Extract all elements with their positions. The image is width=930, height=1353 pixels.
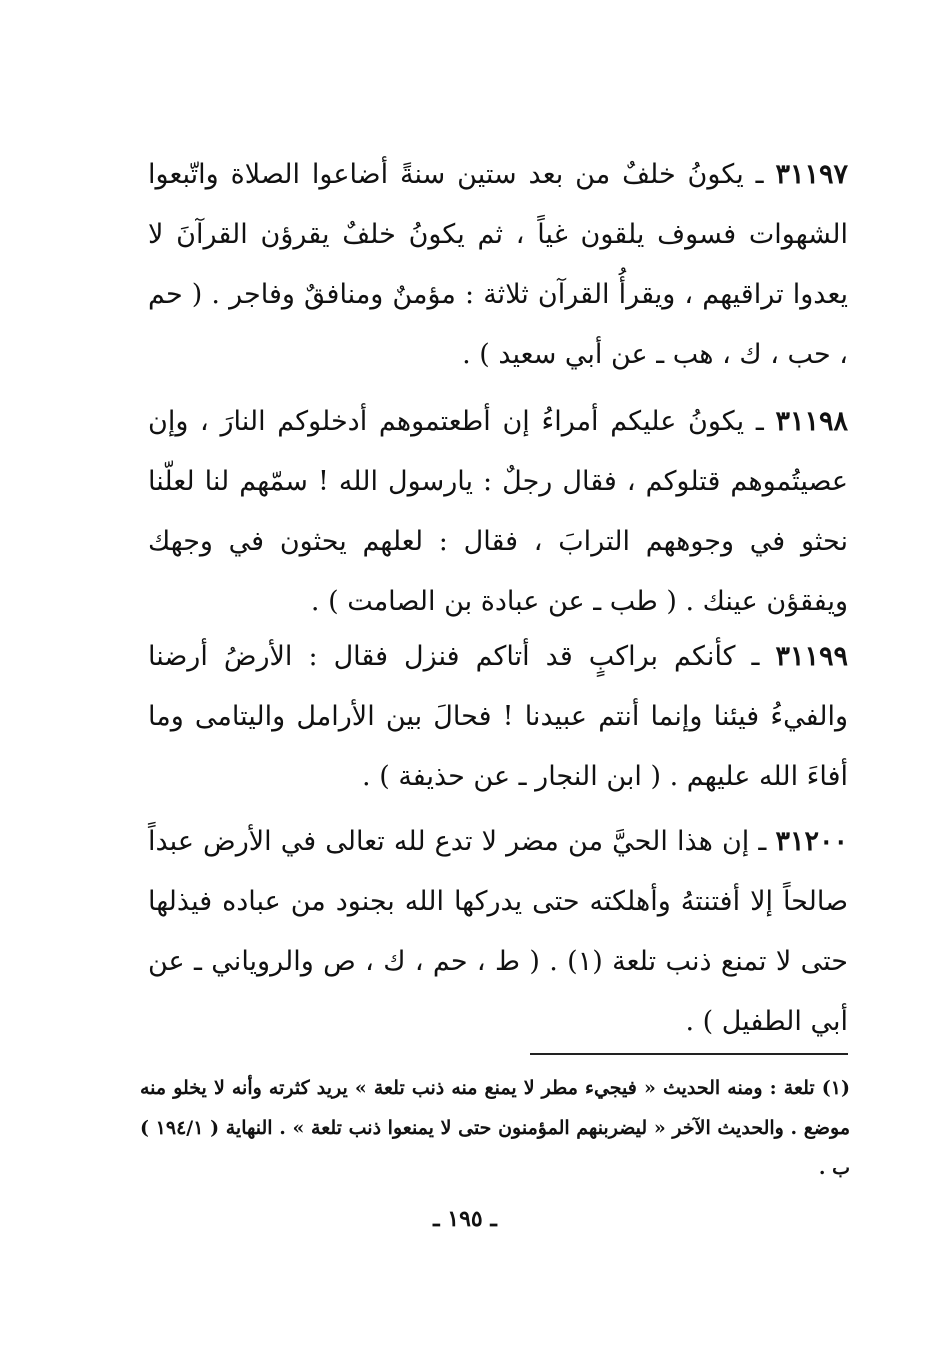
page-number: ـ ١٩٥ ـ [433,1206,497,1232]
hadith-entry-31199 [148,627,848,807]
hadith-text: ـ كأنكم براكبٍ قد أتاكم فنزل فقال : الأرضُ أرضنا والفيءُ فيئنا وإنما أنتم عبيدنا ! فحالَ بين الأرامل واليتامى وما أفاءَ الله عليهم . ( ابن النجار ـ عن حذيفة ) . [148,641,848,792]
hadith-number: ٣١١٩٧ [775,159,848,190]
hadith-entry-31200 [148,812,848,1052]
hadith-text: ـ يكونُ خلفٌ من بعد ستين سنةً أضاعوا الصلاة واتّبعوا الشهوات فسوف يلقون غياً ، ثم يكونُ خلفٌ يقرؤن القرآنَ لا يعدوا تراقيهم ، ويقرأُ القرآن ثلاثة : مؤمنٌ ومنافقٌ وفاجر . ( حم ، حب ، ك ، هب ـ عن أبي سعيد ) . [148,159,848,370]
hadith-entry-31198 [148,392,848,632]
hadith-text: ـ يكونُ عليكم أمراءُ إن أطعتموهم أدخلوكم النارَ ، وإن عصيتُموهم قتلوكم ، فقال رجلٌ : يارسول الله ! سمّهم لنا لعلّنا نحثو في وجوههم الترابَ ، فقال : لعلهم يحثون في وجهك ويفقؤن عينك . ( طب ـ عن عبادة بن الصامت ) . [148,406,848,617]
hadith-number: ٣١٢٠٠ [775,826,848,857]
hadith-number: ٣١١٩٨ [775,406,848,437]
hadith-text: ـ إن هذا الحيَّ من مضر لا تدع لله تعالى في الأرض عبداً صالحاً إلا أفتنتهُ وأهلكته حتى يدركها الله بجنود من عباده فيذلها حتى لا تمنع ذنب تلعة (١) . ( ط ، حم ، ك ، ص والروياني ـ عن أبي الطفيل ) . [148,826,848,1037]
hadith-entry-31197 [148,145,848,385]
hadith-number: ٣١١٩٩ [775,641,848,672]
footnote: (١) تلعة : ومنه الحديث « فيجيء مطر لا يمنع منه ذنب تلعة » يريد كثرته وأنه لا يخلو منه موضع . والحديث الآخر « ليضربنهم المؤمنون حتى لا يمنعوا ذنب تلعة » . النهاية ( ١٩٤/١ ) ب . [140,1077,850,1179]
footnote-divider [530,1053,848,1055]
